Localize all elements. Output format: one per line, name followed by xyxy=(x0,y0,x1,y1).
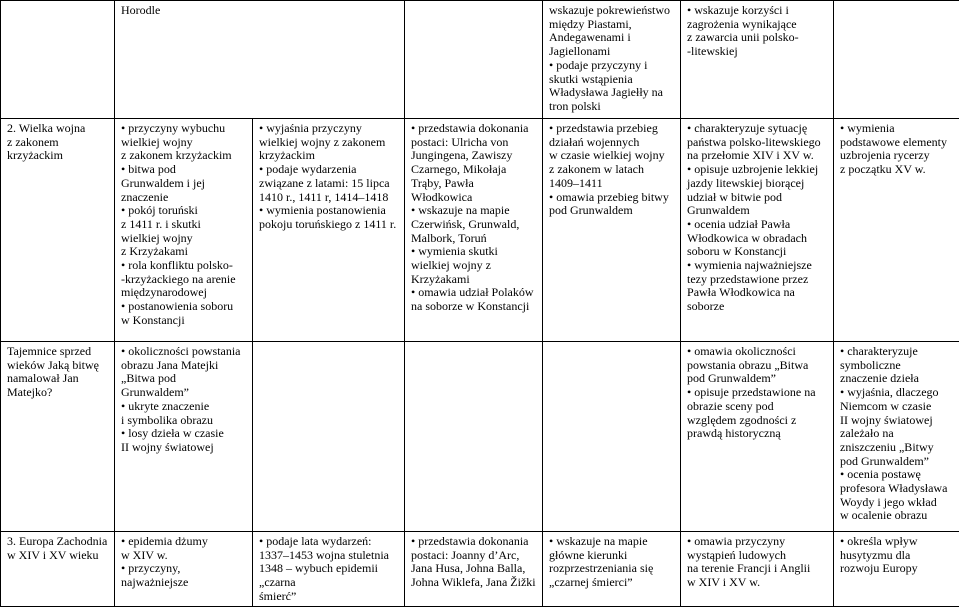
table-row xyxy=(1,342,959,532)
bullet-item: • ocenia udział Pawła Włodkowica w obradach soboru w Konstancji xyxy=(687,218,827,259)
cell-text: Horodle xyxy=(121,3,161,17)
bullet-item: • omawia udział Polaków na soborze w Konstancji xyxy=(411,286,536,313)
bullet-item: • omawia okoliczności powstania obrazu „Bitwa pod Grunwaldem” xyxy=(687,345,827,386)
bullet-item: • przyczyny, najważniejsze xyxy=(121,562,246,589)
requirement-cell xyxy=(834,1,959,119)
requirement-cell xyxy=(405,342,543,532)
topic-title: Tajemnice sprzed wieków Jaką bitwę namalował Jan Matejko? xyxy=(7,344,99,400)
bullet-item: • określa wpływ husytyzmu dla rozwoju Europy xyxy=(840,535,953,576)
bullet-list xyxy=(549,122,674,218)
bullet-item: • wymienia postanowienia pokoju toruńskiego z 1411 r. xyxy=(259,204,398,231)
table-row xyxy=(1,1,959,119)
bullet-list xyxy=(687,535,827,590)
bullet-item: • podaje lata wydarzeń: 1337–1453 wojna stuletnia 1348 – wybuch epidemii „czarna śmierć” xyxy=(259,535,398,604)
requirement-cell xyxy=(834,532,959,607)
topic-cell xyxy=(1,532,115,607)
bullet-item: • omawia przyczyny wystąpień ludowych na terenie Francji i Anglii w XIV i XV w. xyxy=(687,535,827,590)
requirement-cell xyxy=(681,1,834,119)
bullet-item: • bitwa pod Grunwaldem i jej znaczenie xyxy=(121,163,246,204)
bullet-item: • epidemia dżumy w XIV w. xyxy=(121,535,246,562)
bullet-list xyxy=(687,345,827,441)
requirement-cell xyxy=(405,532,543,607)
bullet-item: • przedstawia dokonania postaci: Ulricha von Jungingena, Zawiszy Czarnego, Mikołaja Trąby, Pawła Włodkowica xyxy=(411,122,536,204)
requirement-cell xyxy=(253,342,405,532)
bullet-list xyxy=(687,4,827,59)
bullet-item: • losy dzieła w czasie II wojny światowej xyxy=(121,427,246,454)
requirement-cell xyxy=(543,1,681,119)
requirement-cell xyxy=(681,532,834,607)
bullet-item: • okoliczności powstania obrazu Jana Matejki „Bitwa pod Grunwaldem” xyxy=(121,345,246,400)
bullet-item: • wskazuje korzyści i zagrożenia wynikające z zawarcia unii polsko- -litewskiej xyxy=(687,4,827,59)
bullet-item: • wymienia najważniejsze tezy przedstawione przez Pawła Włodkowica na soborze xyxy=(687,259,827,314)
bullet-list xyxy=(549,4,674,114)
bullet-list xyxy=(549,535,674,590)
bullet-list xyxy=(259,535,398,604)
bullet-list xyxy=(411,122,536,314)
requirement-cell xyxy=(543,119,681,342)
requirement-cell xyxy=(115,342,253,532)
bullet-item: • wyjaśnia, dlaczego Niemcom w czasie II wojny światowej zależało na zniszczeniu „Bitwy pod Grunwaldem” xyxy=(840,386,953,468)
bullet-item: • ukryte znaczenie i symbolika obrazu xyxy=(121,400,246,427)
bullet-item: • przyczyny wybuchu wielkiej wojny z zakonem krzyżackim xyxy=(121,122,246,163)
requirement-cell xyxy=(681,119,834,342)
bullet-item: • przedstawia przebieg działań wojennych w czasie wielkiej wojny z zakonem w latach 1409–1411 xyxy=(549,122,674,191)
bullet-list xyxy=(121,535,246,590)
bullet-list xyxy=(840,345,953,523)
bullet-item: • wymienia podstawowe elementy uzbrojenia rycerzy z początku XV w. xyxy=(840,122,953,177)
requirement-cell xyxy=(115,1,405,119)
topic-cell xyxy=(1,342,115,532)
topic-cell xyxy=(1,1,115,119)
requirement-cell xyxy=(115,119,253,342)
topic-title: 3. Europa Zachodnia w XIV i XV wieku xyxy=(7,534,108,562)
table-row xyxy=(1,532,959,607)
bullet-item: • charakteryzuje sytuację państwa polsko-litewskiego na przełomie XIV i XV w. xyxy=(687,122,827,163)
requirement-cell xyxy=(405,119,543,342)
bullet-list xyxy=(840,122,953,177)
requirement-cell xyxy=(115,532,253,607)
bullet-list xyxy=(687,122,827,314)
bullet-item: • opisuje uzbrojenie lekkiej jazdy litewskiej biorącej udział w bitwie pod Grunwaldem xyxy=(687,163,827,218)
bullet-list xyxy=(121,345,246,455)
bullet-list xyxy=(411,535,536,590)
bullet-item: • wskazuje na mapie Czerwińsk, Grunwald, Malbork, Toruń xyxy=(411,204,536,245)
topic-title: 2. Wielka wojna z zakonem krzyżackim xyxy=(7,121,86,163)
bullet-item: • wskazuje na mapie główne kierunki rozprzestrzeniania się „czarnej śmierci” xyxy=(549,535,674,590)
requirement-cell xyxy=(253,532,405,607)
requirement-cell xyxy=(543,342,681,532)
bullet-item: • postanowienia soboru w Konstancji xyxy=(121,300,246,327)
bullet-item: • pokój toruński z 1411 r. i skutki wielkiej wojny z Krzyżakami xyxy=(121,204,246,259)
bullet-item: • rola konfliktu polsko- -krzyżackiego na arenie międzynarodowej xyxy=(121,259,246,300)
bullet-item: • ocenia postawę profesora Władysława Woydy i jego wkład w ocalenie obrazu xyxy=(840,468,953,523)
requirement-cell xyxy=(834,342,959,532)
requirement-cell xyxy=(405,1,543,119)
bullet-list xyxy=(259,122,398,232)
bullet-item: • przedstawia dokonania postaci: Joanny d’Arc, Jana Husa, Johna Balla, Johna Wiklefa, Jana Žižki xyxy=(411,535,536,590)
bullet-item: • opisuje przedstawione na obrazie sceny pod względem zgodności z prawdą historyczną xyxy=(687,386,827,441)
bullet-list xyxy=(840,535,953,576)
bullet-item: • wyjaśnia przyczyny wielkiej wojny z zakonem krzyżackim xyxy=(259,122,398,163)
table-row xyxy=(1,119,959,342)
bullet-item: • podaje przyczyny i skutki wstąpienia Władysława Jagiełły na tron polski xyxy=(549,59,674,114)
requirement-cell xyxy=(834,119,959,342)
topic-cell xyxy=(1,119,115,342)
bullet-item: wskazuje pokrewieństwo między Piastami, Andegawenami i Jagiellonami xyxy=(549,3,670,59)
bullet-list xyxy=(121,122,246,328)
requirement-cell xyxy=(543,532,681,607)
bullet-item: • omawia przebieg bitwy pod Grunwaldem xyxy=(549,191,674,218)
requirement-cell xyxy=(253,119,405,342)
bullet-item: • podaje wydarzenia związane z latami: 15 lipca 1410 r., 1411 r, 1414–1418 xyxy=(259,163,398,204)
bullet-item: • wymienia skutki wielkiej wojny z Krzyżakami xyxy=(411,245,536,286)
requirement-cell xyxy=(681,342,834,532)
bullet-item: • charakteryzuje symboliczne znaczenie dzieła xyxy=(840,345,953,386)
